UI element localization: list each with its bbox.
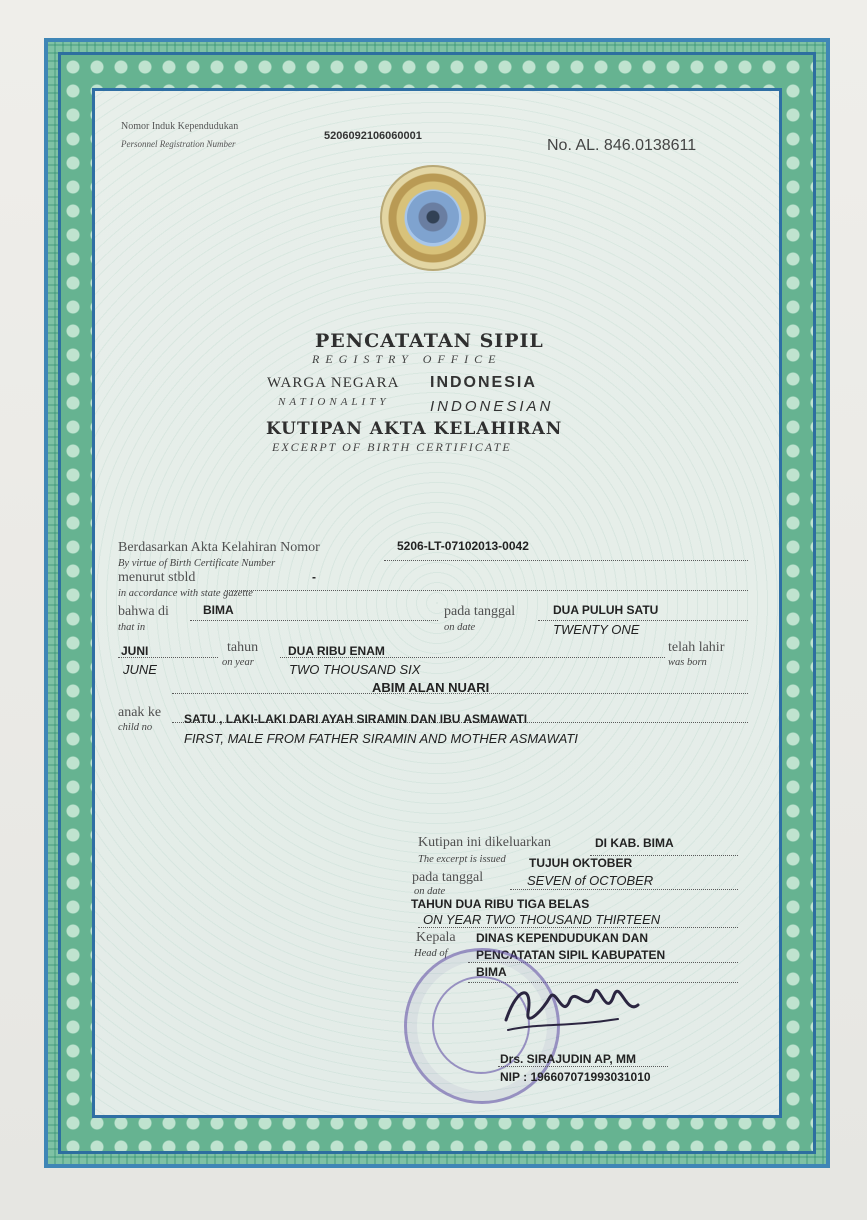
place-label: bahwa di bbox=[118, 604, 169, 619]
stbld-label-en: in accordance with state gazette bbox=[118, 588, 253, 599]
month-value: JUNI bbox=[121, 644, 149, 658]
date-value: DUA PULUH SATU bbox=[553, 603, 659, 617]
name-line bbox=[172, 693, 748, 694]
date-label-en: on date bbox=[444, 622, 476, 633]
born-label-en: was born bbox=[668, 657, 707, 668]
official-name: Drs. SIRAJUDIN AP, MM bbox=[500, 1052, 637, 1066]
nationality-label: WARGA NEGARA bbox=[267, 375, 400, 391]
born-label: telah lahir bbox=[668, 640, 725, 655]
document-title-en: EXCERPT OF BIRTH CERTIFICATE bbox=[272, 440, 512, 454]
head-value-3: BIMA bbox=[476, 965, 507, 979]
official-name-line bbox=[498, 1066, 668, 1067]
issue-year-value: TAHUN DUA RIBU TIGA BELAS bbox=[411, 897, 590, 911]
issue-date-value-en: SEVEN of OCTOBER bbox=[527, 873, 654, 888]
nik-label-en: Personnel Registration Number bbox=[121, 139, 236, 149]
registry-title-en: REGISTRY OFFICE bbox=[312, 352, 502, 366]
issued-label-en: The excerpt is issued bbox=[418, 854, 506, 865]
nik-value: 5206092106060001 bbox=[324, 130, 422, 142]
year-value: DUA RIBU ENAM bbox=[288, 644, 385, 658]
head-value-1: DINAS KEPENDUDUKAN DAN bbox=[476, 931, 649, 945]
issue-date-label-en: on date bbox=[414, 886, 446, 897]
issue-date-label: pada tanggal bbox=[412, 870, 484, 885]
nationality-label-en: NATIONALITY bbox=[278, 396, 390, 408]
issued-value: DI KAB. BIMA bbox=[595, 836, 674, 850]
stbld-value: - bbox=[312, 570, 316, 584]
child-label-en: child no bbox=[118, 722, 153, 733]
year-label: tahun bbox=[227, 640, 259, 655]
official-nip: NIP : 196607071993031010 bbox=[500, 1070, 651, 1084]
head-value-2: PENCATATAN SIPIL KABUPATEN bbox=[476, 948, 666, 962]
stbld-line bbox=[225, 590, 748, 591]
issue-year-line bbox=[418, 927, 738, 928]
child-label: anak ke bbox=[118, 705, 162, 720]
act-label-en: By virtue of Birth Certificate Number bbox=[118, 558, 276, 569]
place-label-en: that in bbox=[118, 622, 146, 633]
nik-label: Nomor Induk Kependudukan bbox=[121, 121, 239, 132]
year-value-en: TWO THOUSAND SIX bbox=[289, 662, 421, 677]
child-value-en: FIRST, MALE FROM FATHER SIRAMIN AND MOTHER ASMAWATI bbox=[184, 731, 578, 746]
year-label-en: on year bbox=[222, 657, 254, 668]
head-label-en: Head of bbox=[414, 948, 448, 959]
month-value-en: JUNE bbox=[123, 662, 157, 677]
issue-year-value-en: ON YEAR TWO THOUSAND THIRTEEN bbox=[423, 912, 661, 927]
registry-title: PENCATATAN SIPIL bbox=[315, 330, 544, 352]
issue-date-line bbox=[510, 889, 738, 890]
signature-icon bbox=[498, 975, 648, 1045]
date-label: pada tanggal bbox=[444, 604, 516, 619]
month-line bbox=[118, 657, 218, 658]
stbld-label: menurut stbld bbox=[118, 570, 196, 585]
place-line bbox=[190, 620, 438, 621]
nationality-value: INDONESIA bbox=[430, 374, 537, 391]
act-value: 5206-LT-07102013-0042 bbox=[397, 539, 529, 553]
document-title: KUTIPAN AKTA KELAHIRAN bbox=[266, 419, 563, 439]
serial-number: No. AL. 846.0138611 bbox=[547, 137, 697, 154]
date-value-en: TWENTY ONE bbox=[553, 622, 640, 637]
garuda-emblem-icon bbox=[380, 165, 486, 271]
child-value: SATU , LAKI-LAKI DARI AYAH SIRAMIN DAN IBU ASMAWATI bbox=[184, 712, 528, 726]
nationality-value-en: INDONESIAN bbox=[430, 398, 554, 415]
head-label: Kepala bbox=[416, 930, 456, 945]
issued-label: Kutipan ini dikeluarkan bbox=[418, 835, 551, 850]
place-value: BIMA bbox=[203, 603, 234, 617]
date-line bbox=[538, 620, 748, 621]
act-label: Berdasarkan Akta Kelahiran Nomor bbox=[118, 540, 320, 555]
child-name: ABIM ALAN NUARI bbox=[372, 680, 490, 695]
garuda-icon bbox=[407, 191, 459, 243]
issue-date-value: TUJUH OKTOBER bbox=[529, 856, 633, 870]
act-line bbox=[384, 560, 748, 561]
